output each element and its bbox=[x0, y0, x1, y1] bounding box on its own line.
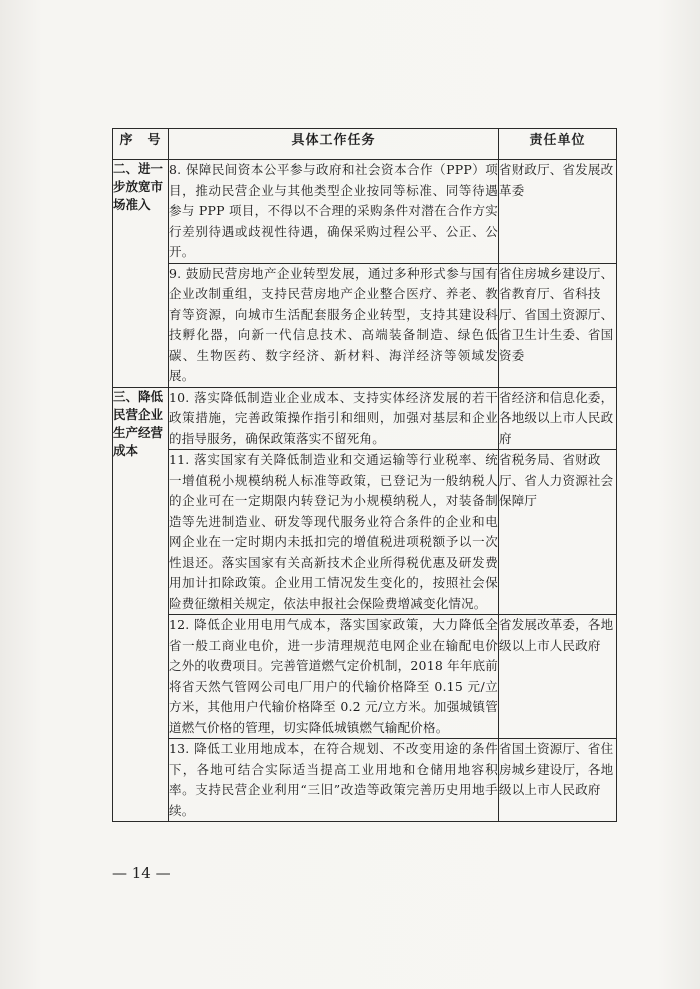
unit-cell-9: 省住房城乡建设厅、省教育厅、省科技厅、省国土资源厅、省卫生计生委、省国资委 bbox=[499, 263, 617, 387]
task-cell-8: 8. 保障民间资本公平参与政府和社会资本合作（PPP）项目，推动民营企业与其他类型企业按同等标准、同等待遇参与 PPP 项目，不得以不合理的采购条件对潜在合作方实行差别待遇或歧视性待遇，确保采购过程公平、公正、公开。 bbox=[169, 160, 499, 264]
page-number: — 14 — bbox=[112, 864, 171, 882]
task-cell-13: 13. 降低工业用地成本，在符合规划、不改变用途的条件下，各地可结合实际适当提高工业用地和仓储用地容积率。支持民营企业利用“三旧”改造等政策完善历史用地手续。 bbox=[169, 739, 499, 822]
header-no: 序 号 bbox=[113, 129, 169, 160]
task-cell-10: 10. 落实降低制造业企业成本、支持实体经济发展的若干政策措施，完善政策操作指引和细则，加强对基层和企业的指导服务，确保政策落实不留死角。 bbox=[169, 387, 499, 450]
group-label-3: 三、降低民营企业生产经营成本 bbox=[113, 387, 169, 822]
table-row bbox=[113, 739, 617, 822]
group-label-2: 二、进一步放宽市场准入 bbox=[113, 160, 169, 388]
task-cell-9: 9. 鼓励民营房地产企业转型发展，通过多种形式参与国有企业改制重组，支持民营房地产企业整合医疗、养老、教育等资源，向城市生活配套服务企业转型，支持其建设科技孵化器，向新一代信息技术、高端装备制造、绿色低碳、生物医药、数字经济、新材料、海洋经济等领域发展。 bbox=[169, 263, 499, 387]
table-row bbox=[113, 160, 617, 264]
task-cell-11: 11. 落实国家有关降低制造业和交通运输等行业税率、统一增值税小规模纳税人标准等政策，已登记为一般纳税人的企业可在一定期限内转登记为小规模纳税人，对装备制造等先进制造业、研发等现代服务业符合条件的企业和电网企业在一定时期内未抵扣完的增值税进项税额予以一次性退还。落实国家有关高新技术企业所得税优惠及研发费用加计扣除政策。企业用工情况发生变化的，按照社会保险费征缴相关规定，依法申报社会保险费增减变化情况。 bbox=[169, 450, 499, 615]
table-header-row bbox=[113, 129, 617, 160]
unit-cell-13: 省国土资源厅、省住房城乡建设厅，各地级以上市人民政府 bbox=[499, 739, 617, 822]
table-row bbox=[113, 263, 617, 387]
table-row bbox=[113, 450, 617, 615]
task-table bbox=[112, 128, 617, 822]
table-row bbox=[113, 387, 617, 450]
unit-cell-11: 省税务局、省财政厅、省人力资源社会保障厅 bbox=[499, 450, 617, 615]
unit-cell-12: 省发展改革委，各地级以上市人民政府 bbox=[499, 615, 617, 739]
unit-cell-8: 省财政厅、省发展改革委 bbox=[499, 160, 617, 264]
table-row bbox=[113, 615, 617, 739]
unit-cell-10: 省经济和信息化委，各地级以上市人民政府 bbox=[499, 387, 617, 450]
header-unit: 责任单位 bbox=[499, 129, 617, 160]
header-task: 具体工作任务 bbox=[169, 129, 499, 160]
task-cell-12: 12. 降低企业用电用气成本，落实国家政策，大力降低全省一般工商业电价，进一步清理规范电网企业在输配电价之外的收费项目。完善管道燃气定价机制，2018 年年底前将省天然气管网公司电厂用户的代输价格降至 0.15 元/立方米，其他用户代输价格降至 0.2 元/立方米。加强城镇管道燃气价格的管理，切实降低城镇燃气输配价格。 bbox=[169, 615, 499, 739]
